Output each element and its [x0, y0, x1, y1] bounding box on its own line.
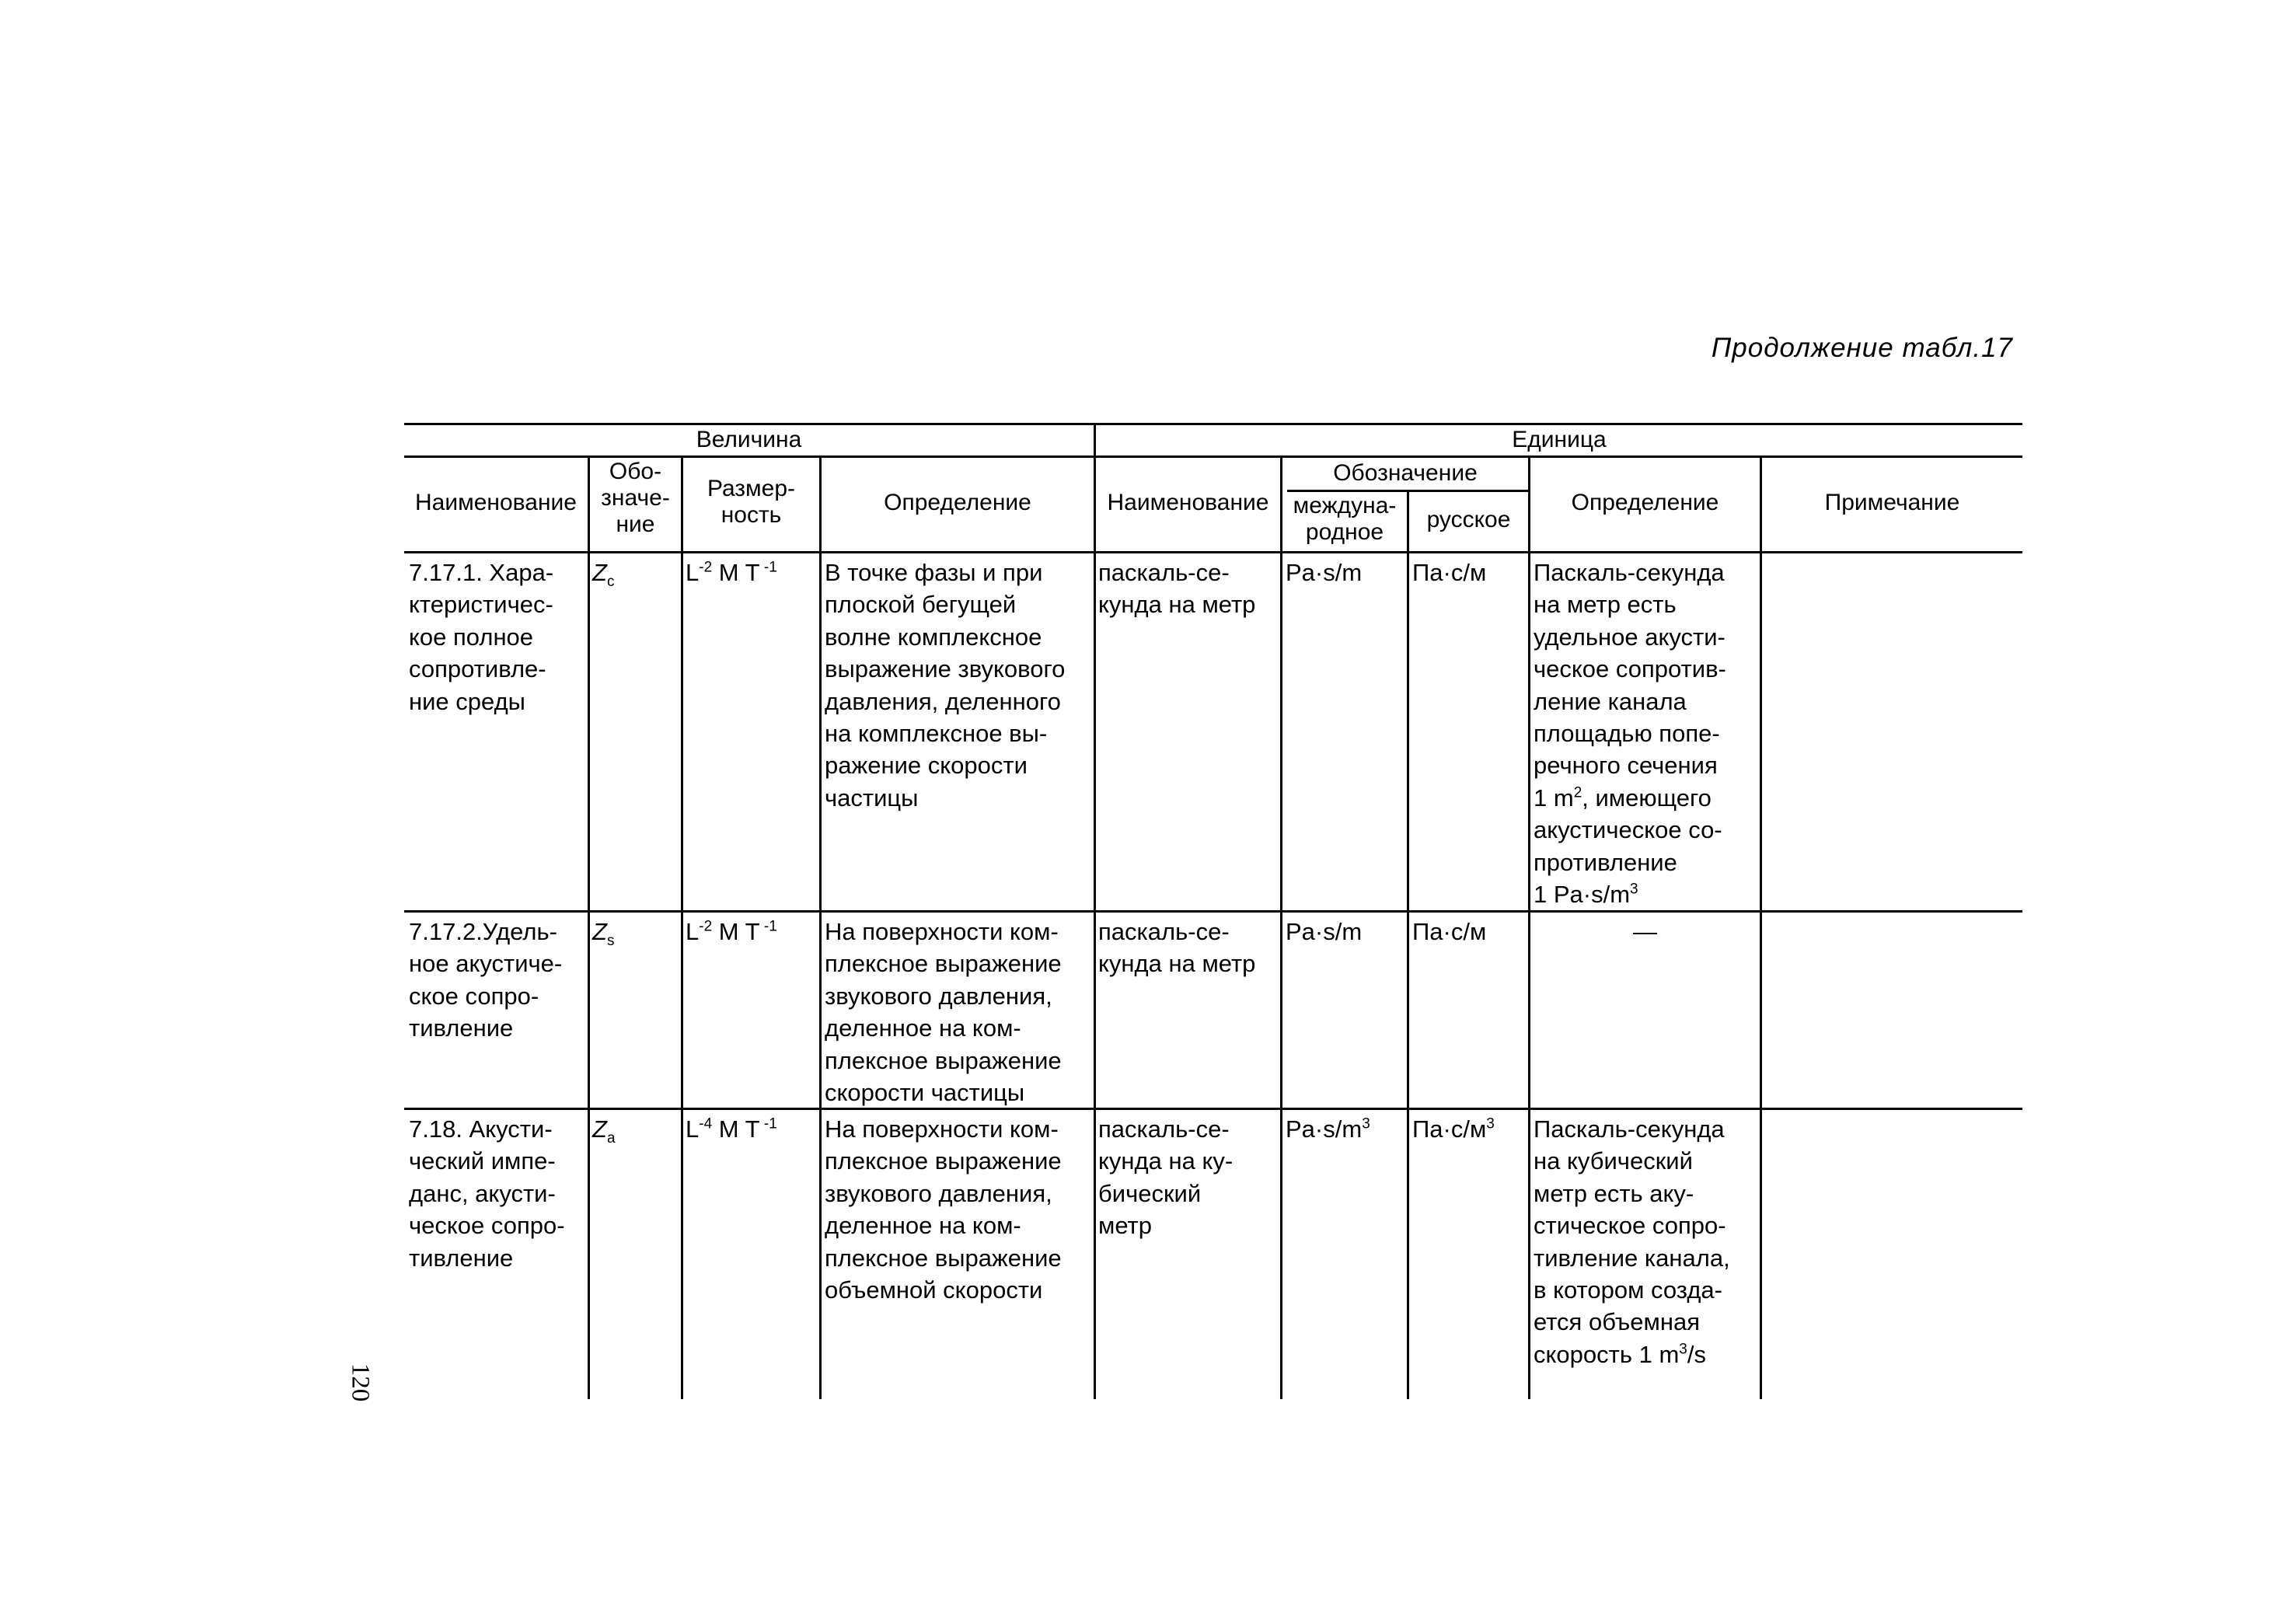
row1-unit-rus: Па·с/м — [1412, 559, 1487, 586]
header-u-symbol: Обозначение — [1333, 460, 1478, 486]
header-u-rus: русское — [1426, 507, 1511, 532]
row1-unit-name: паскаль-се- кунда на метр — [1098, 559, 1256, 619]
row3-symbol: $Z_a$ — [592, 1115, 616, 1147]
rule-row-1 — [404, 910, 2022, 913]
header-note: Примечание — [1824, 490, 1960, 515]
header-u-name: Наименование — [1107, 490, 1269, 515]
row3-unit-name: паскаль-се- кунда на ку- бический метр — [1098, 1115, 1233, 1240]
row1-unit-definition: Паскаль-секунда на метр есть удельное акусти- ческое сопротив- ление канала площадью попе- речного сечения 1 $m^2$, имеющего акустическое со- противление 1 $Pa\cdot s/m^3$ — [1534, 559, 1726, 909]
rule-header-bottom — [404, 551, 2022, 553]
row1-dimension: $L^{-2}$ M T $^{-1}$ — [686, 559, 777, 586]
header-u-definition: Определение — [1571, 490, 1719, 515]
row2-unit-intl: Pa·s/m — [1286, 918, 1363, 945]
rule-v-rus — [1407, 490, 1409, 1399]
table-caption: Продолжение табл.17 — [1711, 333, 2013, 363]
header-q-dimension: Размер- ность — [707, 476, 796, 528]
row3-unit-rus: $Па\cdot с/м^3$ — [1412, 1115, 1495, 1143]
row3-dimension: $L^{-4}$ M T $^{-1}$ — [686, 1115, 777, 1143]
rule-group — [404, 455, 2022, 458]
row2-unit-definition-dash: — — [1633, 918, 1657, 945]
header-q-name: Наименование — [415, 490, 577, 515]
row3-unit-definition: Паскаль-секунда на кубический метр есть аку- стическое сопро- тивление канала, в котором созда- ется объемная скорость 1 $m^3/s$ — [1534, 1115, 1730, 1368]
rule-v-unit — [1094, 423, 1096, 1399]
rule-v-dim — [681, 455, 683, 1399]
header-quantity: Величина — [696, 427, 802, 452]
row2-symbol: $Z_s$ — [592, 918, 615, 950]
row3-quantity-definition: На поверхности ком- плексное выражение звукового давления, деленное на ком- плексное выражение объемной скорости — [825, 1115, 1062, 1304]
row2-dimension: $L^{-2}$ M T $^{-1}$ — [686, 918, 777, 945]
rule-row-2 — [404, 1108, 2022, 1110]
rule-top — [404, 423, 2022, 425]
rule-v-qdef — [819, 455, 822, 1399]
row2-unit-rus: Па·с/м — [1412, 918, 1487, 945]
row3-quantity-name: 7.18. Акусти- ческий импе- данс, акусти- ческое сопро- тивление — [409, 1115, 565, 1272]
row2-unit-name: паскаль-се- кунда на метр — [1098, 918, 1256, 978]
row1-quantity-definition: В точке фазы и при плоской бегущей волне комплексное выражение звукового давления, деленного на комплексное вы- ражение скорости частицы — [825, 559, 1066, 811]
header-q-definition: Определение — [884, 490, 1031, 515]
row1-quantity-name: 7.17.1. Хара- ктеристичес- кое полное сопротивле- ние среды — [409, 559, 554, 715]
rule-v-note — [1760, 455, 1762, 1399]
page-number: 120 — [346, 1363, 375, 1402]
row1-symbol: $Z_c$ — [592, 559, 615, 591]
row2-quantity-name: 7.17.2.Удель- ное акустиче- ское сопро- тивление — [409, 918, 563, 1042]
row3-unit-intl: $Pa\cdot s/m^3$ — [1286, 1115, 1370, 1143]
rule-v-symbol — [588, 455, 590, 1399]
rule-v-intl — [1280, 455, 1282, 1399]
header-u-intl: междуна- родное — [1293, 493, 1397, 545]
row1-unit-intl: Pa·s/m — [1286, 559, 1363, 586]
header-unit: Единица — [1512, 427, 1607, 452]
row2-quantity-definition: На поверхности ком- плексное выражение звукового давления, деленное на ком- плексное выражение скорости частицы — [825, 918, 1062, 1107]
header-q-symbol: Обо- значе- ние — [601, 459, 670, 537]
